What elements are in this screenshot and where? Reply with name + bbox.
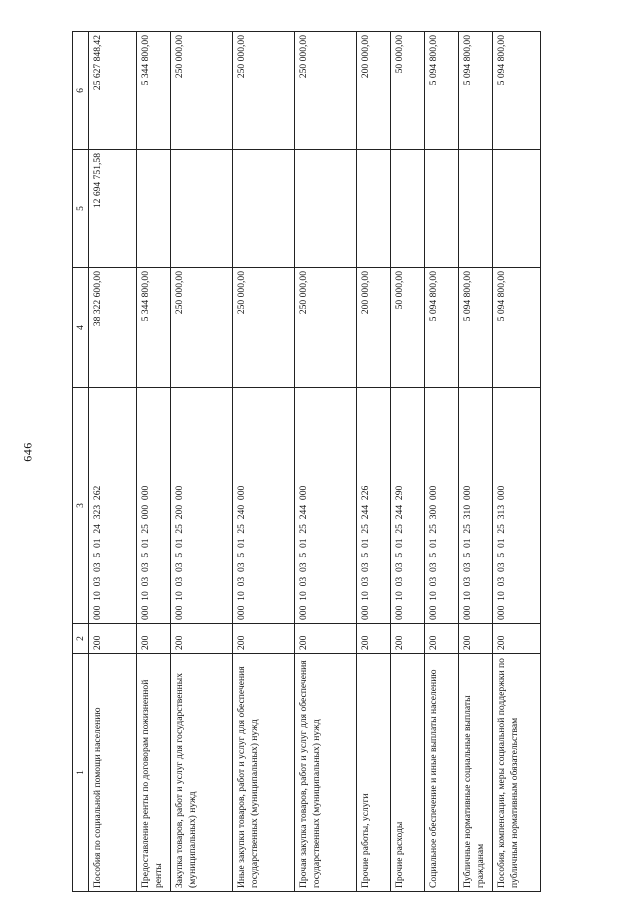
line-code: 200	[295, 624, 357, 654]
line-code: 200	[425, 624, 459, 654]
table-row	[171, 32, 233, 892]
executed-amount	[493, 150, 541, 268]
line-code: 200	[357, 624, 391, 654]
approved-amount: 50 000,00	[391, 268, 425, 388]
executed-amount	[137, 150, 171, 268]
row-label: Прочие работы, услуги	[357, 654, 391, 892]
unexecuted-amount: 5 094 800,00	[459, 32, 493, 150]
executed-amount	[295, 150, 357, 268]
classification-code: 000 10 03 03 5 01 25 313 000	[493, 388, 541, 624]
executed-amount	[391, 150, 425, 268]
unexecuted-amount: 50 000,00	[391, 32, 425, 150]
executed-amount	[357, 150, 391, 268]
executed-amount: 12 694 751,58	[89, 150, 137, 268]
unexecuted-amount: 5 094 800,00	[425, 32, 459, 150]
approved-amount: 5 344 800,00	[137, 268, 171, 388]
column-header: 2	[73, 624, 89, 654]
row-label: Социальное обеспечение и иные выплаты населению	[425, 654, 459, 892]
table-row	[459, 32, 493, 892]
executed-amount	[233, 150, 295, 268]
line-code: 200	[391, 624, 425, 654]
page-number: 646	[20, 442, 35, 462]
approved-amount: 5 094 800,00	[425, 268, 459, 388]
classification-code: 000 10 03 03 5 01 25 244 226	[357, 388, 391, 624]
row-label: Публичные нормативные социальные выплаты гражданам	[459, 654, 493, 892]
column-header: 3	[73, 388, 89, 624]
row-label: Прочая закупка товаров, работ и услуг для обеспечения государственных (муниципальных) нужд	[295, 654, 357, 892]
table-row	[295, 32, 357, 892]
header-row	[73, 32, 89, 892]
row-label: Прочие расходы	[391, 654, 425, 892]
rotated-page	[72, 32, 524, 892]
approved-amount: 38 322 600,00	[89, 268, 137, 388]
row-label: Иные закупки товаров, работ и услуг для обеспечения государственных (муниципальных) нужд	[233, 654, 295, 892]
executed-amount	[459, 150, 493, 268]
row-label: Предоставление ренты по договорам пожизненной ренты	[137, 654, 171, 892]
line-code: 200	[89, 624, 137, 654]
line-code: 200	[137, 624, 171, 654]
approved-amount: 250 000,00	[295, 268, 357, 388]
unexecuted-amount: 5 344 800,00	[137, 32, 171, 150]
budget-table	[72, 31, 541, 892]
table-row	[391, 32, 425, 892]
classification-code: 000 10 03 03 5 01 25 240 000	[233, 388, 295, 624]
unexecuted-amount: 250 000,00	[295, 32, 357, 150]
column-header: 1	[73, 654, 89, 892]
approved-amount: 250 000,00	[233, 268, 295, 388]
classification-code: 000 10 03 03 5 01 25 300 000	[425, 388, 459, 624]
line-code: 200	[459, 624, 493, 654]
column-header: 5	[73, 150, 89, 268]
executed-amount	[171, 150, 233, 268]
row-label: Закупка товаров, работ и услуг для государственных (муниципальных) нужд	[171, 654, 233, 892]
row-label: Пособия, компенсации, меры социальной поддержки по публичным нормативным обязательствам	[493, 654, 541, 892]
line-code: 200	[233, 624, 295, 654]
unexecuted-amount: 250 000,00	[171, 32, 233, 150]
table-row	[357, 32, 391, 892]
unexecuted-amount: 250 000,00	[233, 32, 295, 150]
classification-code: 000 10 03 03 5 01 25 244 000	[295, 388, 357, 624]
table-row	[493, 32, 541, 892]
row-label: Пособия по социальной помощи населению	[89, 654, 137, 892]
approved-amount: 5 094 800,00	[459, 268, 493, 388]
table-row	[425, 32, 459, 892]
approved-amount: 5 094 800,00	[493, 268, 541, 388]
classification-code: 000 10 03 03 5 01 25 244 290	[391, 388, 425, 624]
unexecuted-amount: 25 627 848,42	[89, 32, 137, 150]
classification-code: 000 10 03 03 5 01 25 000 000	[137, 388, 171, 624]
executed-amount	[425, 150, 459, 268]
table-row	[137, 32, 171, 892]
column-header: 4	[73, 268, 89, 388]
unexecuted-amount: 200 000,00	[357, 32, 391, 150]
classification-code: 000 10 03 03 5 01 25 200 000	[171, 388, 233, 624]
approved-amount: 200 000,00	[357, 268, 391, 388]
table-row	[233, 32, 295, 892]
column-header: 6	[73, 32, 89, 150]
classification-code: 000 10 03 03 5 01 25 310 000	[459, 388, 493, 624]
approved-amount: 250 000,00	[171, 268, 233, 388]
classification-code: 000 10 03 03 5 01 24 323 262	[89, 388, 137, 624]
table-row	[89, 32, 137, 892]
unexecuted-amount: 5 094 800,00	[493, 32, 541, 150]
line-code: 200	[171, 624, 233, 654]
line-code: 200	[493, 624, 541, 654]
